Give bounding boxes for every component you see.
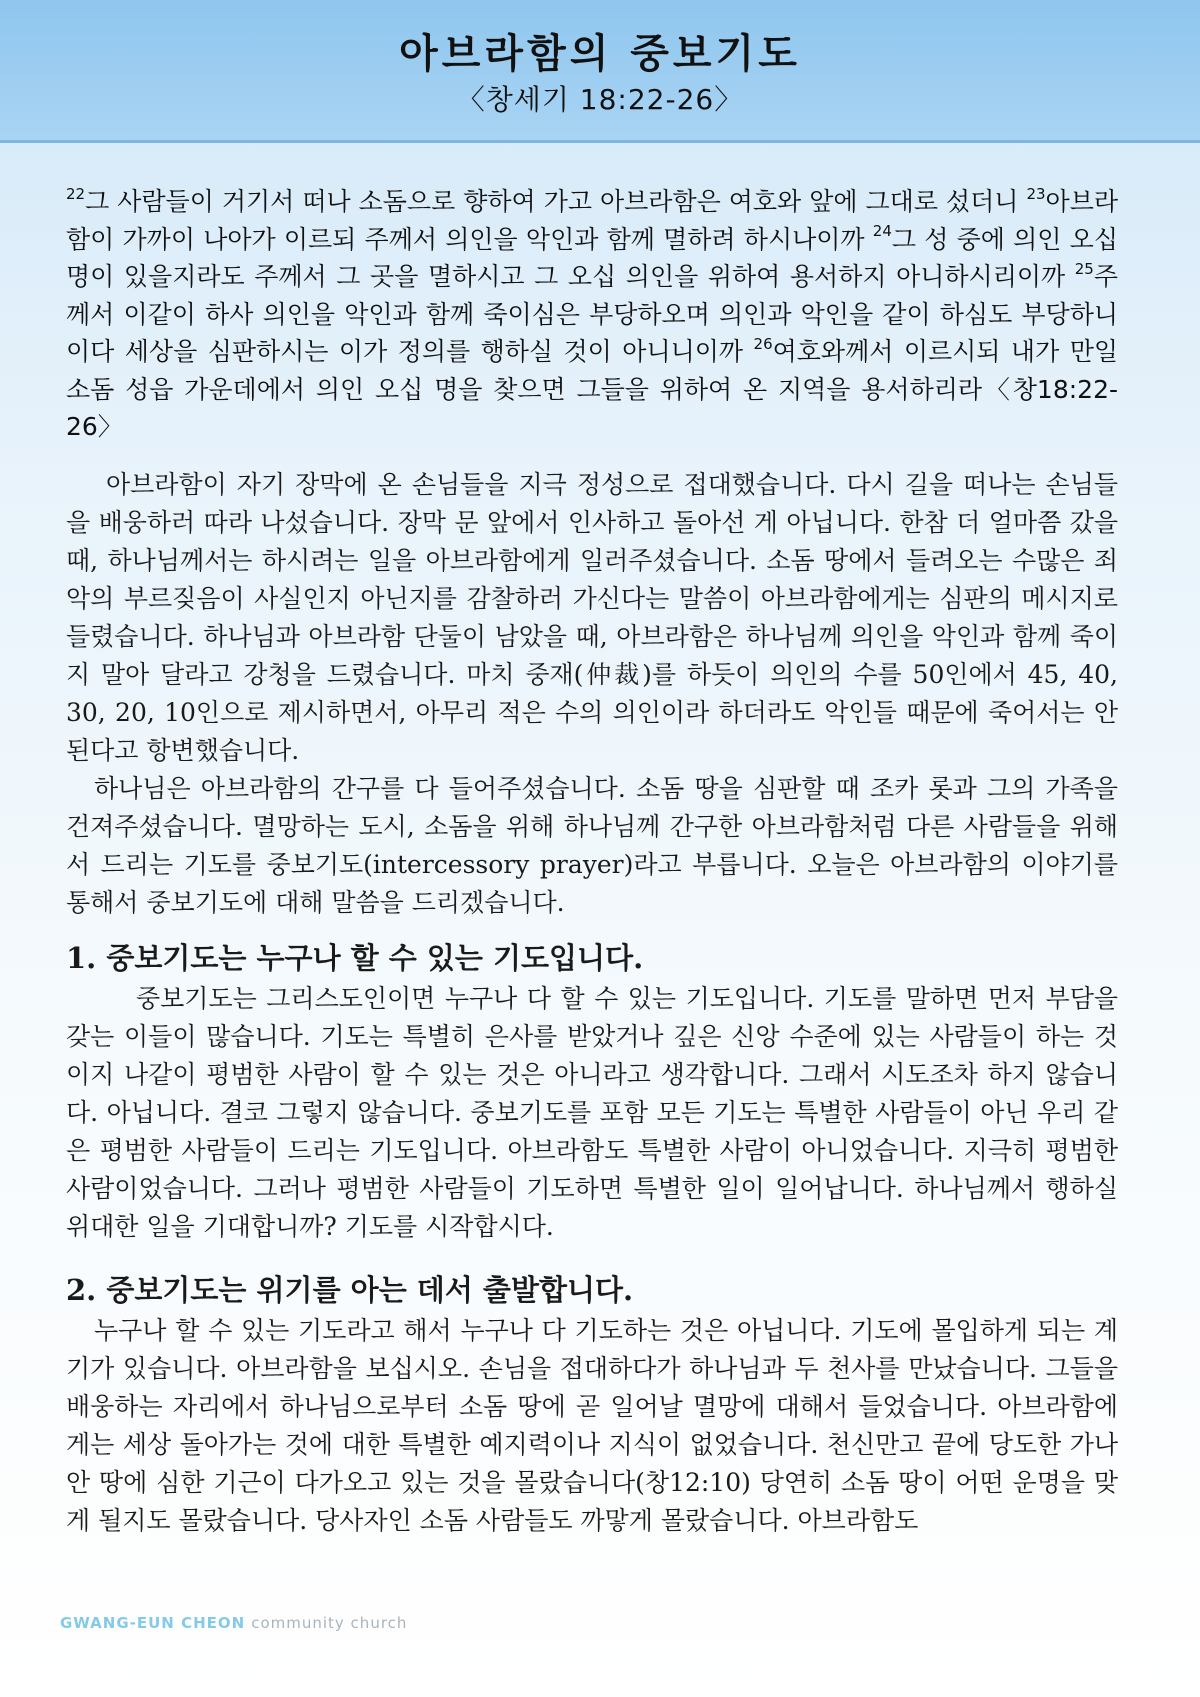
body-paragraph: 누구나 할 수 있는 기도라고 해서 누구나 다 기도하는 것은 아닙니다. 기도에 몰입하게 되는 계기가 있습니다. 아브라함을 보십시오. 손님을 접대하다가 하나님과 두 천사를 만났습니다. 그들을 배웅하는 자리에서 하나님으로부터 소돔 땅에 곧 일어날 멸망에 대해서 들었습니다. 아브라함에게는 세상 돌아가는 것에 대한 특별한 예지력이나 지식이 없었습니다. 천신만고 끝에 당도한 가나안 땅에 심한 기근이 다가오고 있는 것을 몰랐습니다(창12:10) 당연히 소돔 땅이 어떤 운명을 맞게 될지도 몰랐습니다. 당사자인 소돔 사람들도 까맣게 몰랐습니다. 아브라함도	[66, 1315, 1118, 1535]
page-header	[0, 0, 1200, 143]
scripture-passage	[66, 183, 1118, 446]
verse-text: 여호와께서 이르시되 내가 만일 소돔 성읍 가운데에서 의인 오십 명을 찾으면 그들을 위하여 온 지역을 용서하리라〈창18:22-26〉	[66, 337, 1118, 441]
verse-number: 26	[753, 334, 773, 353]
verse-number: 22	[66, 184, 86, 203]
verse-text: 그 사람들이 거기서 떠나 소돔으로 향하여 가고 아브라함은 여호와 앞에 그대로 섰더니	[85, 187, 1027, 216]
verse-number: 23	[1026, 184, 1046, 203]
logo-text: GWANG-EUN CHEON	[60, 1614, 246, 1632]
logo-subtext: community church	[251, 1614, 408, 1632]
verse-text: 그 성 중에 의인 오십 명이 있을지라도 주께서 그 곳을 멸하시고 그 오십 의인을 위하여 용서하지 아니하시리이까	[66, 224, 1118, 291]
church-logo-watermark	[60, 1614, 407, 1632]
verse-text: 아브라함이 가까이 나아가 이르되 주께서 의인을 악인과 함께 멸하려 하시나이까	[66, 187, 1118, 254]
section-heading: 1. 중보기도는 누구나 할 수 있는 기도입니다.	[66, 940, 644, 975]
verse-text: 주께서 이같이 하사 의인을 악인과 함께 죽이심은 부당하오며 의인과 악인을 같이 하심도 부당하니이다 세상을 심판하시는 이가 정의를 행하실 것이 아니니이까	[66, 262, 1118, 366]
page-title: 아브라함의 중보기도	[399, 31, 801, 77]
body-paragraph: 하나님은 아브라함의 간구를 다 들어주셨습니다. 소돔 땅을 심판할 때 조카 롯과 그의 가족을 건져주셨습니다. 멸망하는 도시, 소돔을 위해 하나님께 간구한 아브라함처럼 다른 사람들을 위해서 드리는 기도를 중보기도(intercessory prayer)라고 부릅니다. 오늘은 아브라함의 이야기를 통해서 중보기도에 대해 말씀을 드리겠습니다.	[66, 773, 1118, 917]
scripture-reference: 〈창세기 18:22-26〉	[456, 83, 744, 116]
section-heading: 2. 중보기도는 위기를 아는 데서 출발합니다.	[66, 1272, 634, 1307]
verse-number: 25	[1074, 259, 1094, 278]
verse-number: 24	[872, 222, 892, 241]
sermon-content	[66, 183, 1118, 1540]
body-paragraph: 아브라함이 자기 장막에 온 손님들을 지극 정성으로 접대했습니다. 다시 길을 떠나는 손님들을 배웅하러 따라 나섰습니다. 장막 문 앞에서 인사하고 돌아선 게 아닙니다. 한참 더 얼마쯤 갔을 때, 하나님께서는 하시려는 일을 아브라함에게 일러주셨습니다. 소돔 땅에서 들려오는 수많은 죄악의 부르짖음이 사실인지 아닌지를 감찰하러 가신다는 말씀이 아브라함에게는 심판의 메시지로 들렸습니다. 하나님과 아브라함 단둘이 남았을 때, 아브라함은 하나님께 의인을 악인과 함께 죽이지 말아 달라고 강청을 드렸습니다. 마치 중재(仲裁)를 하듯이 의인의 수를 50인에서 45, 40, 30, 20, 10인으로 제시하면서, 아무리 적은 수의 의인이라 하더라도 악인들 때문에 죽어서는 안 된다고 항변했습니다.	[66, 469, 1118, 765]
body-paragraph: 중보기도는 그리스도인이면 누구나 다 할 수 있는 기도입니다. 기도를 말하면 먼저 부담을 갖는 이들이 많습니다. 기도는 특별히 은사를 받았거나 깊은 신앙 수준에 있는 사람들이 하는 것이지 나같이 평범한 사람이 할 수 있는 것은 아니라고 생각합니다. 그래서 시도조차 하지 않습니다. 아닙니다. 결코 그렇지 않습니다. 중보기도를 포함 모든 기도는 특별한 사람들이 아닌 우리 같은 평범한 사람들이 드리는 기도입니다. 아브라함도 특별한 사람이 아니었습니다. 지극히 평범한 사람이었습니다. 그러나 평범한 사람들이 기도하면 특별한 일이 일어납니다. 하나님께서 행하실 위대한 일을 기대합니까? 기도를 시작합시다.	[66, 983, 1118, 1241]
